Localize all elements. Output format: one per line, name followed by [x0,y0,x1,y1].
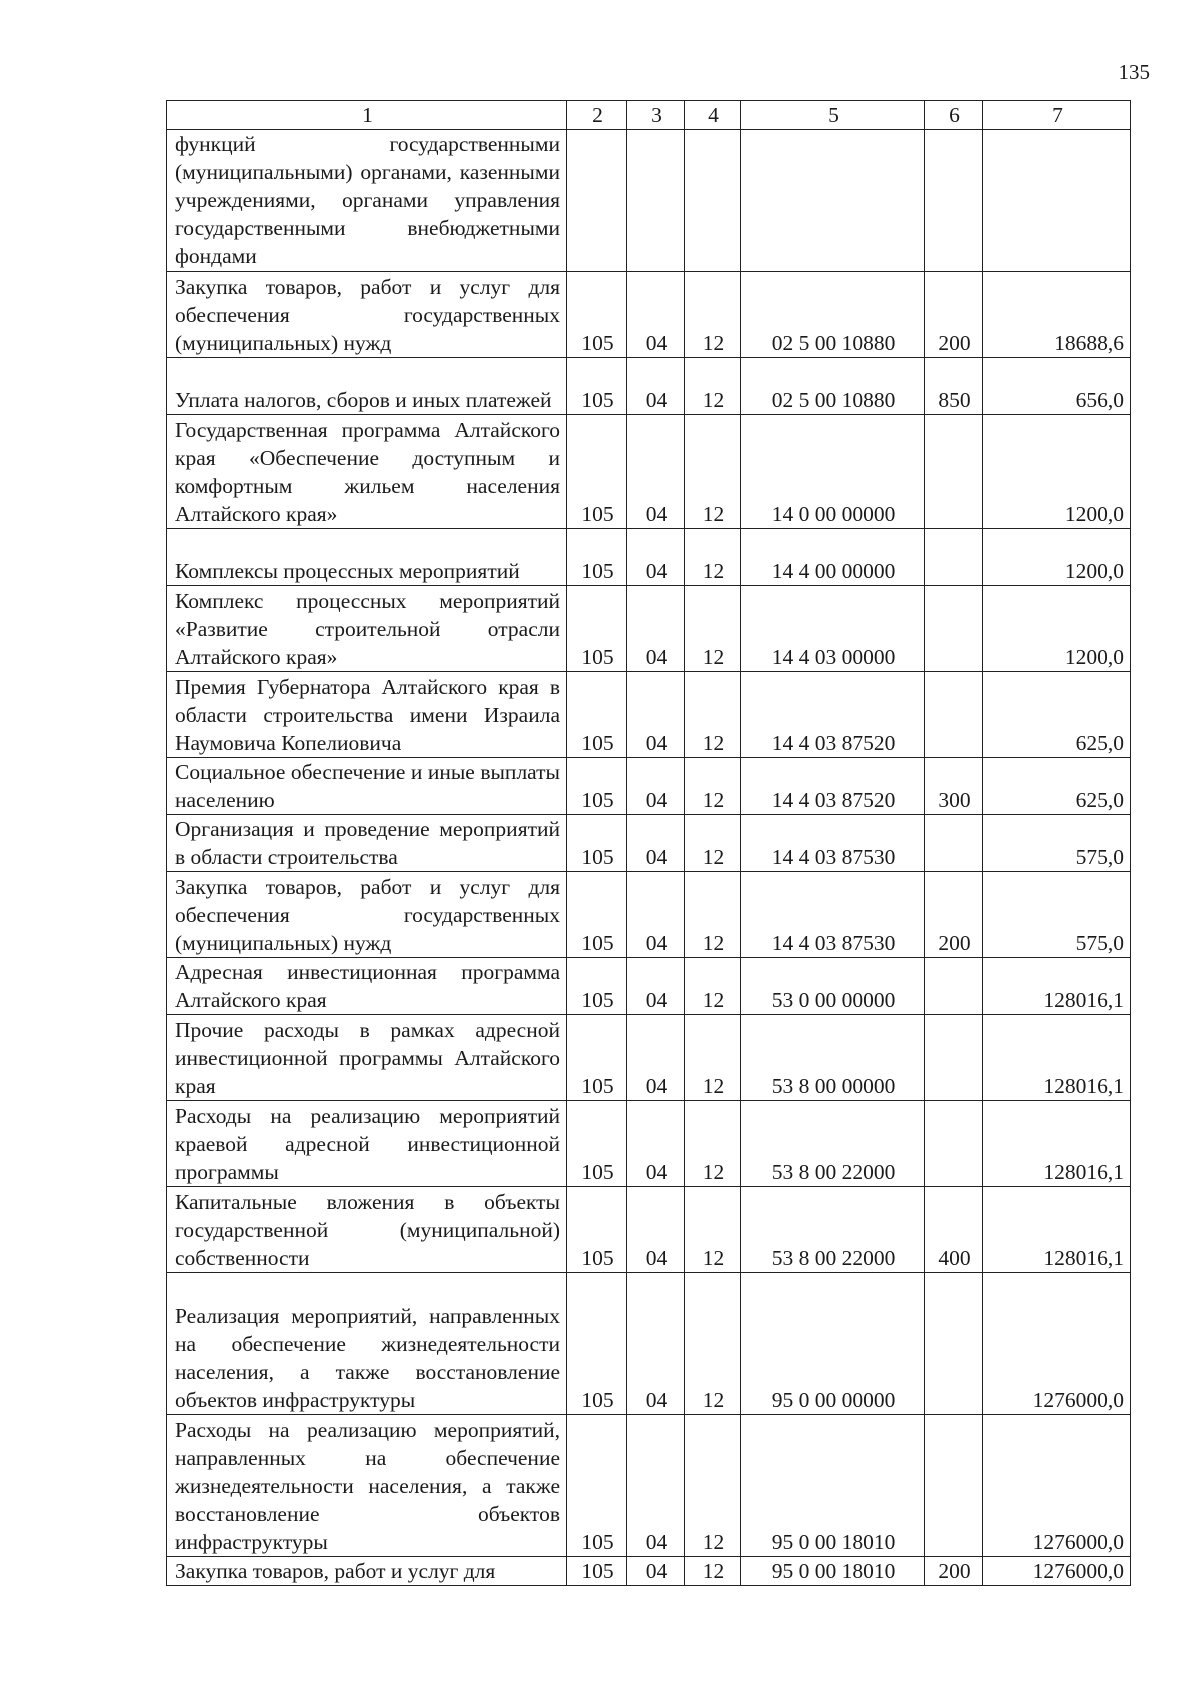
table-row [167,130,1131,272]
cell-col-5: 53 0 00 00000 [741,958,925,1015]
cell-col-7: 575,0 [983,815,1131,872]
cell-col-3: 04 [627,1015,685,1101]
cell-col-5: 14 4 00 00000 [741,529,925,586]
cell-col-5: 14 4 03 87520 [741,758,925,815]
cell-col-7: 575,0 [983,872,1131,958]
cell-col-5: 14 4 03 87530 [741,872,925,958]
cell-col-5: 14 4 03 87530 [741,815,925,872]
row-description: Расходы на реализацию мероприятий краевой адресной инвестиционной программы [167,1101,567,1187]
table-row [167,272,1131,358]
cell-col-2: 105 [567,872,627,958]
cell-col-6 [925,130,983,272]
cell-col-6 [925,586,983,672]
cell-col-2: 105 [567,358,627,415]
cell-col-4: 12 [685,758,741,815]
cell-col-2: 105 [567,1101,627,1187]
table-row [167,1101,1131,1187]
row-description: Прочие расходы в рамках адресной инвестиционной программы Алтайского края [167,1015,567,1101]
cell-col-5: 53 8 00 00000 [741,1015,925,1101]
cell-col-6 [925,672,983,758]
cell-col-7: 128016,1 [983,958,1131,1015]
column-header-4: 4 [685,101,741,130]
cell-col-4: 12 [685,415,741,529]
cell-col-2: 105 [567,1187,627,1273]
row-description: Расходы на реализацию мероприятий, направленных на обеспечение жизнедеятельности населения, а также восстановление объектов инфраструктуры [167,1415,567,1557]
column-header-2: 2 [567,101,627,130]
table-row [167,1557,1131,1586]
cell-col-3: 04 [627,415,685,529]
cell-col-4: 12 [685,1187,741,1273]
cell-col-6: 200 [925,272,983,358]
cell-col-5: 53 8 00 22000 [741,1101,925,1187]
row-description: Реализация мероприятий, направленных на обеспечение жизнедеятельности населения, а также восстановление объектов инфраструктуры [167,1273,567,1415]
cell-col-4: 12 [685,958,741,1015]
cell-col-6: 400 [925,1187,983,1273]
cell-col-5: 14 4 03 00000 [741,586,925,672]
cell-col-5: 14 4 03 87520 [741,672,925,758]
cell-col-2: 105 [567,529,627,586]
cell-col-2: 105 [567,1415,627,1557]
column-header-3: 3 [627,101,685,130]
cell-col-4: 12 [685,872,741,958]
column-header-6: 6 [925,101,983,130]
table-row [167,958,1131,1015]
cell-col-7: 1200,0 [983,415,1131,529]
cell-col-3: 04 [627,1187,685,1273]
row-description: Государственная программа Алтайского края «Обеспечение доступным и комфортным жильем населения Алтайского края» [167,415,567,529]
table-row [167,1273,1131,1415]
cell-col-7: 128016,1 [983,1187,1131,1273]
cell-col-4: 12 [685,1101,741,1187]
cell-col-3: 04 [627,815,685,872]
cell-col-3: 04 [627,758,685,815]
cell-col-7: 1200,0 [983,586,1131,672]
cell-col-6: 200 [925,872,983,958]
cell-col-3: 04 [627,358,685,415]
cell-col-3: 04 [627,1273,685,1415]
cell-col-6 [925,415,983,529]
cell-col-2: 105 [567,586,627,672]
cell-col-3: 04 [627,586,685,672]
cell-col-5: 02 5 00 10880 [741,272,925,358]
cell-col-4: 12 [685,272,741,358]
table-row [167,358,1131,415]
table-row [167,586,1131,672]
row-description: Закупка товаров, работ и услуг для [167,1557,567,1586]
budget-table [166,100,1131,1586]
cell-col-2: 105 [567,415,627,529]
cell-col-7: 625,0 [983,758,1131,815]
cell-col-2: 105 [567,1273,627,1415]
row-description: Комплексы процессных мероприятий [167,529,567,586]
page-number: 135 [1118,60,1150,84]
table-row [167,672,1131,758]
table-row [167,872,1131,958]
cell-col-3: 04 [627,529,685,586]
cell-col-4: 12 [685,1015,741,1101]
cell-col-3: 04 [627,1415,685,1557]
cell-col-6 [925,958,983,1015]
cell-col-5: 14 0 00 00000 [741,415,925,529]
row-description: Премия Губернатора Алтайского края в области строительства имени Израила Наумовича Копелиовича [167,672,567,758]
cell-col-3: 04 [627,272,685,358]
cell-col-2: 105 [567,1557,627,1586]
column-header-1: 1 [167,101,567,130]
cell-col-2: 105 [567,758,627,815]
cell-col-5: 95 0 00 00000 [741,1273,925,1415]
cell-col-2 [567,130,627,272]
table-row [167,1015,1131,1101]
cell-col-7: 18688,6 [983,272,1131,358]
cell-col-7: 625,0 [983,672,1131,758]
cell-col-4: 12 [685,1273,741,1415]
table-row [167,758,1131,815]
cell-col-4: 12 [685,529,741,586]
row-description: Закупка товаров, работ и услуг для обеспечения государственных (муниципальных) нужд [167,872,567,958]
header-row [167,101,1131,130]
table-row [167,1187,1131,1273]
cell-col-6 [925,529,983,586]
cell-col-2: 105 [567,815,627,872]
cell-col-5: 02 5 00 10880 [741,358,925,415]
cell-col-4: 12 [685,1557,741,1586]
cell-col-5: 95 0 00 18010 [741,1557,925,1586]
row-description: Социальное обеспечение и иные выплаты населению [167,758,567,815]
cell-col-2: 105 [567,272,627,358]
cell-col-7: 1276000,0 [983,1273,1131,1415]
cell-col-4: 12 [685,586,741,672]
cell-col-2: 105 [567,958,627,1015]
cell-col-4 [685,130,741,272]
table-row [167,815,1131,872]
cell-col-2: 105 [567,1015,627,1101]
cell-col-6 [925,1273,983,1415]
cell-col-4: 12 [685,358,741,415]
cell-col-6: 850 [925,358,983,415]
row-description: функций государственными (муниципальными) органами, казенными учреждениями, органами управления государственными внебюджетными фондами [167,130,567,272]
cell-col-6: 200 [925,1557,983,1586]
cell-col-6 [925,1015,983,1101]
row-description: Организация и проведение мероприятий в области строительства [167,815,567,872]
cell-col-7 [983,130,1131,272]
cell-col-3: 04 [627,872,685,958]
cell-col-7: 128016,1 [983,1015,1131,1101]
row-description: Уплата налогов, сборов и иных платежей [167,358,567,415]
cell-col-3: 04 [627,1101,685,1187]
row-description: Адресная инвестиционная программа Алтайского края [167,958,567,1015]
column-header-7: 7 [983,101,1131,130]
cell-col-7: 1200,0 [983,529,1131,586]
cell-col-3: 04 [627,958,685,1015]
table-row [167,1415,1131,1557]
cell-col-7: 1276000,0 [983,1415,1131,1557]
cell-col-5: 53 8 00 22000 [741,1187,925,1273]
cell-col-3: 04 [627,672,685,758]
cell-col-6 [925,1415,983,1557]
cell-col-4: 12 [685,815,741,872]
row-description: Закупка товаров, работ и услуг для обеспечения государственных (муниципальных) нужд [167,272,567,358]
cell-col-6: 300 [925,758,983,815]
table-row [167,415,1131,529]
cell-col-5: 95 0 00 18010 [741,1415,925,1557]
table-row [167,529,1131,586]
cell-col-7: 128016,1 [983,1101,1131,1187]
cell-col-5 [741,130,925,272]
cell-col-6 [925,815,983,872]
cell-col-6 [925,1101,983,1187]
cell-col-3 [627,130,685,272]
cell-col-4: 12 [685,672,741,758]
column-header-5: 5 [741,101,925,130]
table-body [167,130,1131,1586]
cell-col-7: 656,0 [983,358,1131,415]
cell-col-3: 04 [627,1557,685,1586]
cell-col-4: 12 [685,1415,741,1557]
row-description: Комплекс процессных мероприятий «Развитие строительной отрасли Алтайского края» [167,586,567,672]
cell-col-7: 1276000,0 [983,1557,1131,1586]
row-description: Капитальные вложения в объекты государственной (муниципальной) собственности [167,1187,567,1273]
cell-col-2: 105 [567,672,627,758]
